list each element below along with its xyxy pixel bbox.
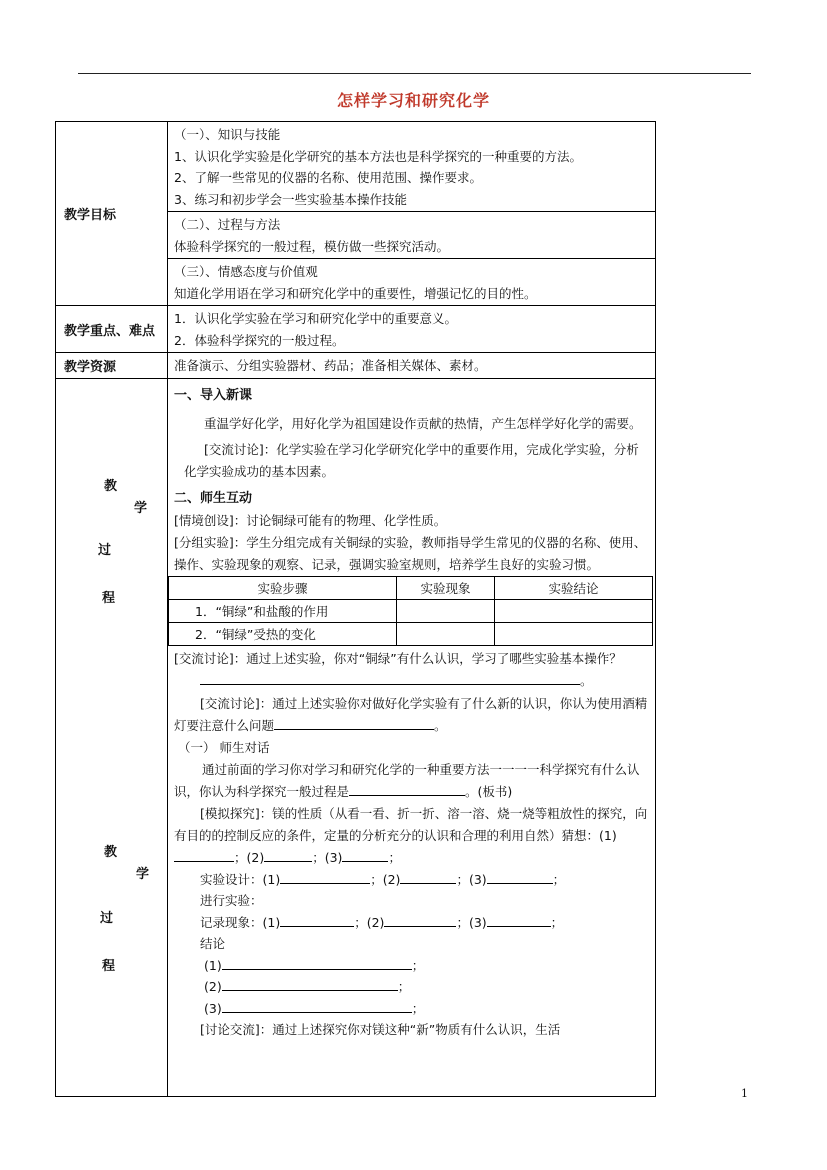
fill-blank[interactable] [264, 847, 312, 862]
conclusion-line: (3) ； [174, 998, 649, 1020]
fill-blank[interactable] [280, 912, 354, 927]
paragraph: [模拟探究]：镁的性质（从看一看、折一折、溶一溶、烧一烧等粗放性的探究，向有目的的控制反应的条件，定量的分析充分的认识和合理的利用自然）猜想：(1)；(2) ；(3) ； [174, 805, 648, 865]
table-cell: 2．“铜绿”受热的变化 [169, 622, 397, 645]
key-points-cell [168, 306, 656, 353]
resources-text: 准备演示、分组实验器材、药品；准备相关媒体、素材。 [174, 358, 487, 373]
process-label-cell [56, 378, 168, 1096]
process-method-text: 体验科学探究的一般过程，模仿做一些探究活动。 [174, 238, 450, 254]
paragraph: [交流讨论]：通过上述实验，你对“铜绿”有什么认识，学习了哪些实验基本操作？ [174, 650, 622, 666]
process-label-char: 过 [100, 910, 114, 926]
emotion-block [168, 258, 655, 305]
knowledge-item: 1、认识化学实验是化学研究的基本方法也是科学探究的一种重要的方法。 [174, 148, 582, 164]
table-row [169, 599, 653, 622]
fill-blank[interactable] [400, 869, 456, 884]
paragraph: [情境创设]：讨论铜绿可能有的物理、化学性质。 [174, 512, 447, 528]
table-cell [397, 622, 495, 645]
emotion-heading: （三）、情感态度与价值观 [174, 264, 318, 279]
fill-blank[interactable] [174, 847, 234, 862]
paragraph: 重温学好化学，用好化学为祖国建设作贡献的热情，产生怎样学好化学的需要。 [204, 415, 642, 431]
key-point-item: 2．体验科学探究的一般过程。 [174, 332, 345, 348]
fill-blank[interactable] [384, 912, 456, 927]
fill-blank[interactable] [200, 670, 580, 685]
paragraph: [讨论交流]：通过上述探究你对镁这种“新”物质有什么认识，生活 [200, 1022, 561, 1037]
key-points-label: 教学重点、难点 [56, 306, 168, 353]
fill-blank[interactable] [222, 998, 412, 1013]
fill-blank[interactable] [487, 869, 553, 884]
section-heading: 二、师生互动 [174, 490, 253, 506]
process-label-char: 程 [102, 958, 116, 974]
paragraph: [交流讨论]：通过上述实验你对做好化学实验有了什么新的认识，你认为使用酒精灯要注意什么问题 。 [174, 696, 648, 733]
design-line: 实验设计：(1) ；(2) ；(3) ； [174, 869, 649, 891]
paragraph: [分组实验]：学生分组完成有关铜绿的实验，教师指导学生常见的仪器的名称、使用、操作、实验现象的观察、记录，强调实验室规则，培养学生良好的实验习惯。 [174, 534, 647, 572]
goals-cell [168, 122, 656, 306]
goals-label: 教学目标 [56, 122, 168, 306]
fill-blank[interactable] [280, 869, 370, 884]
subsection-heading: （一） 师生对话 [178, 740, 270, 755]
conclusion-label: 结论 [200, 936, 226, 951]
resources-cell [168, 353, 656, 379]
paragraph: 通过前面的学习你对学习和研究化学的一种重要方法一一一一科学探究有什么认识，你认为科学探究一般过程是 。(板书) [174, 761, 640, 799]
table-header: 实验现象 [397, 576, 495, 599]
process-method-block [168, 211, 655, 258]
knowledge-item: 3、练习和初步学会一些实验基本操作技能 [174, 191, 407, 207]
experiment-table [168, 576, 653, 646]
knowledge-item: 2、了解一些常见的仪器的名称、使用范围、操作要求。 [174, 170, 482, 185]
process-label-char: 教 [104, 844, 118, 860]
fill-blank[interactable] [349, 781, 465, 796]
knowledge-heading: （一）、知识与技能 [174, 127, 281, 142]
table-header: 实验步骤 [169, 576, 397, 599]
record-line: 记录现象：(1) ；(2) ；(3) ； [174, 912, 649, 934]
lesson-plan-table [55, 121, 656, 1097]
header-rule [78, 73, 751, 74]
table-header: 实验结论 [495, 576, 653, 599]
paragraph: [交流讨论]：化学实验在学习化学研究化学中的重要作用，完成化学实验，分析化学实验成功的基本因素。 [184, 441, 639, 479]
conclusion-line: (2) ； [174, 976, 649, 998]
table-cell: 1．“铜绿”和盐酸的作用 [169, 599, 397, 622]
table-cell [495, 599, 653, 622]
answer-line: 。 [174, 670, 649, 692]
fill-blank[interactable] [274, 715, 434, 730]
process-cell [168, 378, 656, 1096]
table-row [169, 622, 653, 645]
fill-blank[interactable] [342, 847, 388, 862]
conclusion-line: (1) ； [174, 955, 649, 977]
fill-blank[interactable] [222, 976, 398, 991]
process-label-char: 程 [102, 590, 116, 606]
resources-label: 教学资源 [56, 353, 168, 379]
process-label-char: 教 [104, 478, 118, 494]
fill-blank[interactable] [222, 955, 412, 970]
emotion-text: 知道化学用语在学习和研究化学中的重要性，增强记忆的目的性。 [174, 285, 537, 301]
process-label-char: 学 [134, 500, 148, 516]
table-cell [495, 622, 653, 645]
section-heading: 一、导入新课 [174, 387, 253, 403]
process-method-heading: （二）、过程与方法 [174, 217, 281, 232]
process-label-char: 学 [136, 866, 150, 882]
page-title: 怎样学习和研究化学 [336, 91, 490, 110]
page-number: 1 [741, 1087, 748, 1100]
fill-blank[interactable] [487, 912, 551, 927]
table-cell [397, 599, 495, 622]
key-point-item: 1．认识化学实验在学习和研究化学中的重要意义。 [174, 311, 457, 326]
step-label: 进行实验： [200, 893, 263, 908]
process-label-char: 过 [98, 542, 112, 558]
knowledge-block [168, 122, 655, 211]
